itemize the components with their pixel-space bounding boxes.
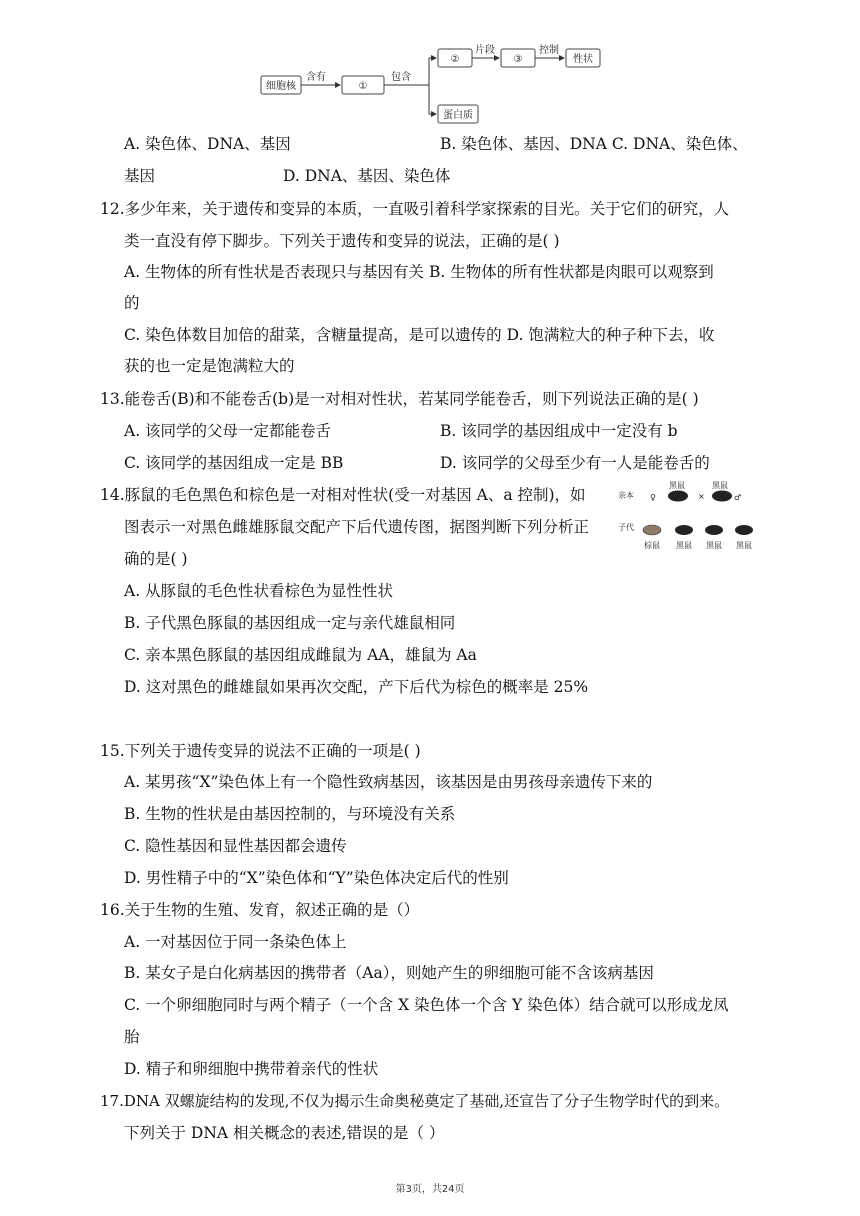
offspring-name-1: 棕鼠 — [644, 541, 660, 550]
concept-diagram — [255, 38, 615, 128]
q16-option-c-cont: 胎 — [124, 1028, 140, 1046]
q14-option-d: D. 这对黑色的雌雄鼠如果再次交配，产下后代为棕色的概率是 25% — [124, 678, 589, 696]
guinea-pig-figure-svg — [614, 478, 762, 554]
node-trait: 性状 — [573, 54, 593, 65]
node-3: ③ — [513, 54, 523, 65]
page-footer: 第3页，共24页 — [395, 1184, 465, 1195]
edge-control-label: 控制 — [539, 45, 559, 56]
q16-option-d: D. 精子和卵细胞中携带着亲代的性状 — [124, 1060, 379, 1078]
q17-stem-line2: 下列关于 DNA 相关概念的表述,错误的是（ ） — [124, 1124, 445, 1142]
q14-stem-line2: 图表示一对黑色雌雄豚鼠交配产下后代遗传图，据图判断下列分析正 — [124, 518, 590, 536]
node-1: ① — [358, 81, 368, 92]
q13-option-d: D. 该同学的父母至少有一人是能卷舌的 — [440, 454, 710, 472]
parent-male-mouse — [712, 491, 732, 502]
q12-option-b-cont: 的 — [124, 294, 140, 312]
q14-stem-line1: 14.豚鼠的毛色黑色和棕色是一对相对性状(受一对基因 A、a 控制)，如 — [100, 486, 586, 504]
offspring-mouse-black-3 — [735, 525, 753, 535]
q17-stem-line1: 17.DNA 双螺旋结构的发现,不仅为揭示生命奥秘奠定了基础,还宣告了分子生物学时代的到来。 — [100, 1092, 730, 1110]
q16-option-c: C. 一个卵细胞同时与两个精子（一个含 X 染色体一个含 Y 染色体）结合就可以形成龙凤 — [124, 996, 729, 1014]
q14-option-b: B. 子代黑色豚鼠的基因组成一定与亲代雄鼠相同 — [124, 614, 456, 632]
q12-stem-line2: 类一直没有停下脚步。下列关于遗传和变异的说法，正确的是( ) — [124, 232, 560, 250]
q13-option-c: C. 该同学的基因组成一定是 BB — [124, 454, 344, 472]
q12-option-d-cont: 获的也一定是饱满粒大的 — [124, 357, 295, 375]
q13-option-a: A. 该同学的父母一定都能卷舌 — [124, 422, 332, 440]
node-nucleus: 细胞核 — [266, 81, 296, 92]
edge-segment-label: 片段 — [475, 45, 495, 56]
node-protein: 蛋白质 — [443, 110, 473, 121]
q15-option-d: D. 男性精子中的“X”染色体和“Y”染色体决定后代的性别 — [124, 869, 509, 887]
q13-option-b: B. 该同学的基因组成中一定没有 b — [440, 422, 678, 440]
q11-option-b-c: B. 染色体、基因、DNA C. DNA、染色体、 — [440, 135, 748, 153]
q16-option-b: B. 某女子是白化病基因的携带者（Aa），则她产生的卵细胞可能不含该病基因 — [124, 964, 654, 982]
q12-option-a-b: A. 生物体的所有性状是否表现只与基因有关 B. 生物体的所有性状都是肉眼可以观察到 — [124, 263, 714, 281]
parent-name-female: 黑鼠 — [669, 481, 685, 490]
offspring-label: 子代 — [618, 523, 634, 532]
male-symbol: ♂ — [734, 493, 742, 502]
parent-female-mouse — [668, 491, 688, 502]
node-2: ② — [450, 54, 460, 65]
q15-stem: 15.下列关于遗传变异的说法不正确的一项是( ) — [100, 742, 421, 760]
offspring-name-4: 黑鼠 — [736, 541, 752, 550]
q11-option-d: D. DNA、基因、染色体 — [283, 167, 451, 185]
q14-option-c: C. 亲本黑色豚鼠的基因组成雌鼠为 AA，雄鼠为 Aa — [124, 646, 477, 664]
offspring-name-3: 黑鼠 — [706, 541, 722, 550]
q12-stem-line1: 12.多少年来，关于遗传和变异的本质，一直吸引着科学家探索的目光。关于它们的研究，人 — [100, 200, 730, 218]
edge-contains1-label: 含有 — [306, 72, 326, 83]
offspring-mouse-black-1 — [675, 525, 693, 535]
q11-option-a: A. 染色体、DNA、基因 — [124, 135, 291, 153]
guinea-pig-figure — [614, 478, 762, 554]
parent-name-male: 黑鼠 — [712, 481, 728, 490]
q14-option-a: A. 从豚鼠的毛色性状看棕色为显性性状 — [124, 582, 394, 600]
q16-option-a: A. 一对基因位于同一条染色体上 — [124, 933, 347, 951]
q11-option-c-cont: 基因 — [124, 167, 156, 185]
q13-stem: 13.能卷舌(B)和不能卷舌(b)是一对相对性状，若某同学能卷舌，则下列说法正确的是( ) — [100, 390, 699, 408]
q14-stem-line3: 确的是( ) — [124, 550, 188, 568]
offspring-mouse-black-2 — [705, 525, 723, 535]
q15-option-c: C. 隐性基因和显性基因都会遗传 — [124, 837, 347, 855]
cross-symbol: × — [698, 492, 705, 501]
offspring-name-2: 黑鼠 — [676, 541, 692, 550]
q15-option-a: A. 某男孩“X”染色体上有一个隐性致病基因，该基因是由男孩母亲遗传下来的 — [124, 773, 653, 791]
parent-label: 亲本 — [618, 491, 634, 500]
female-symbol: ♀ — [650, 493, 656, 502]
q16-stem: 16.关于生物的生殖、发育，叙述正确的是（） — [100, 901, 420, 919]
q12-option-c-d: C. 染色体数目加倍的甜菜，含糖量提高，是可以遗传的 D. 饱满粒大的种子种下去，收 — [124, 326, 715, 344]
edge-contains2-label: 包含 — [391, 72, 411, 83]
concept-diagram-svg — [255, 38, 615, 128]
q15-option-b: B. 生物的性状是由基因控制的，与环境没有关系 — [124, 805, 456, 823]
offspring-mouse-brown — [643, 525, 661, 535]
